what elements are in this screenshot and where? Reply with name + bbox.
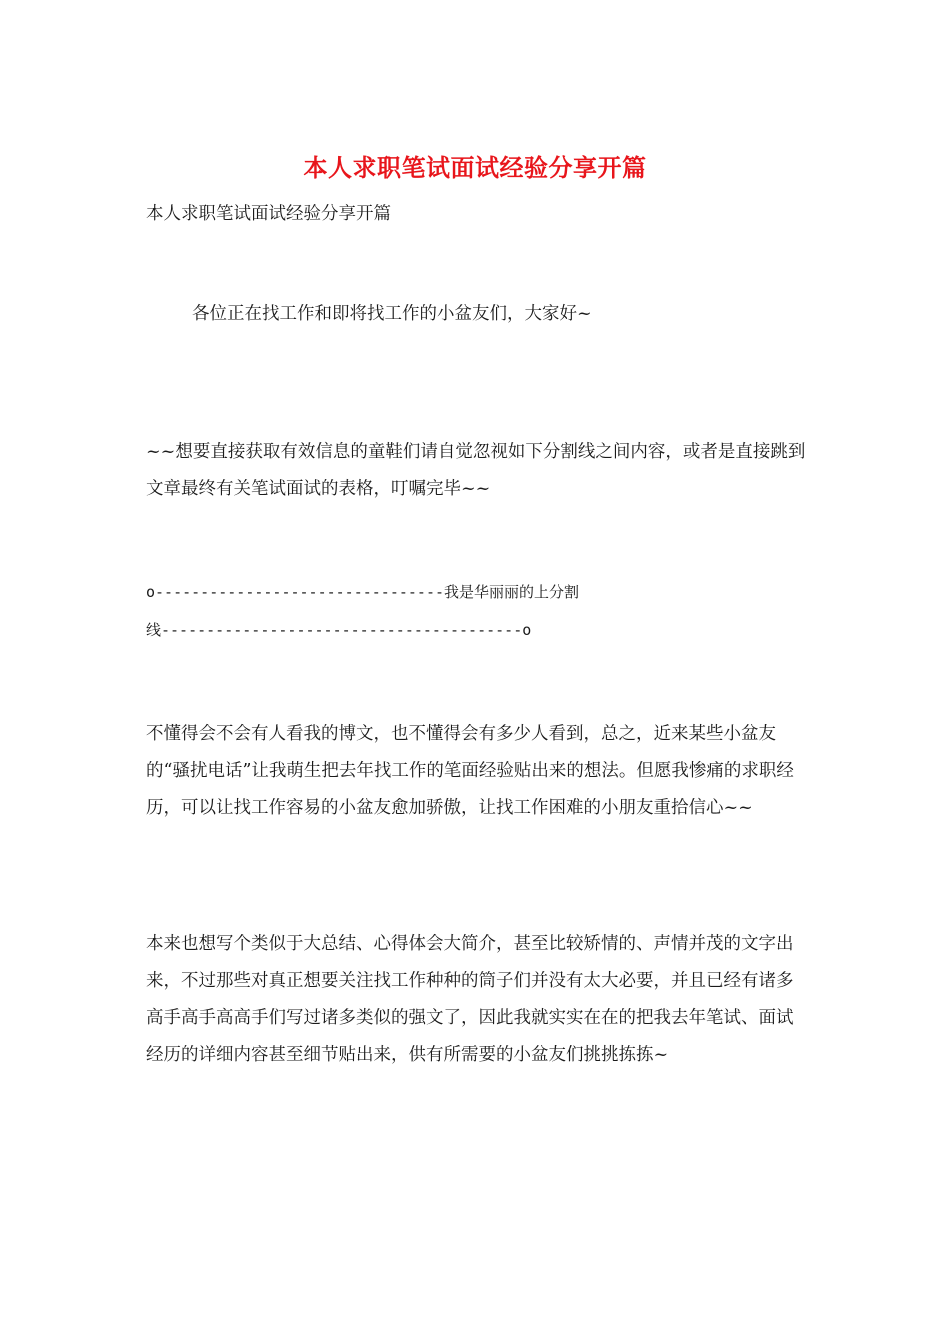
body-paragraph-1: 不懂得会不会有人看我的博文，也不懂得会有多少人看到，总之，近来某些小盆友的“骚扰电话”让我萌生把去年找工作的笔面经验贴出来的想法。但愿我惨痛的求职经历，可以让找工作容易的小盆友愈加骄傲，让找工作困难的小朋友重拾信心~~	[146, 724, 794, 818]
divider-line-bottom: 线----------------------------------------o	[146, 621, 532, 639]
greeting-paragraph: 各位正在找工作和即将找工作的小盆友们，大家好~	[192, 304, 592, 324]
notice-paragraph: ~~想要直接获取有效信息的童鞋们请自觉忽视如下分割线之间内容，或者是直接跳到文章最终有关笔试面试的表格，叮嘱完毕~~	[146, 442, 806, 499]
document-title: 本人求职笔试面试经验分享开篇	[303, 153, 647, 182]
divider-line-top: o--------------------------------我是华丽丽的上分割	[146, 583, 580, 601]
body-paragraph-2: 本来也想写个类似于大总结、心得体会大简介，甚至比较矫情的、声情并茂的文字出来，不过那些对真正想要关注找工作种种的筒子们并没有太大必要，并且已经有诸多高手高手高高手们写过诸多类似的强文了，因此我就实实在在的把我去年笔试、面试经历的详细内容甚至细节贴出来，供有所需要的小盆友们挑挑拣拣~	[146, 934, 794, 1065]
document-subtitle: 本人求职笔试面试经验分享开篇	[146, 204, 391, 224]
